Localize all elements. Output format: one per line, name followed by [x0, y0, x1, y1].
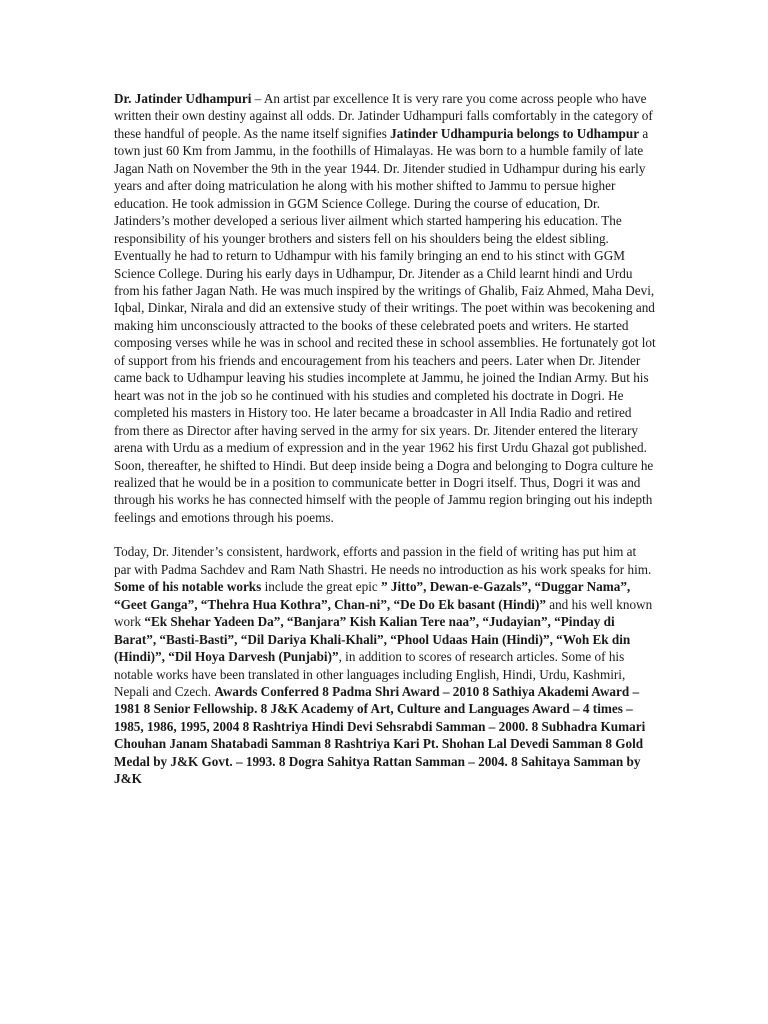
text-run: a town just 60 Km from Jammu, in the foothills of Himalayas. He was born to a humble family of late Jagan Nath on November the 9th in the year 1944. Dr. Jitender studied in Udhampur during his early years and after doing matriculation he along with his mother shifted to Jammu to persue higher education. He took admission in GGM Science College. During the course of education, Dr. Jatinders’s mother developed a serious liver ailment which started hampering his education. The responsibility of his younger brothers and sisters fell on his shoulders being the eldest sibling. Eventually he had to return to Udhampur with his family bringing an end to his stinct with GGM Science College. During his early days in Udhampur, Dr. Jitender as a Child learnt hindi and Urdu from his father Jagan Nath. He was much inspired by the writings of Ghalib, Faiz Ahmed, Maha Devi, Iqbal, Dinkar, Nirala and did an extensive study of their writings. The poet within was becokening and making him unconsciously attracted to the books of these celebrated poets and writers. He started composing verses while he was in school and recited these in school assemblies. He fortunately got lot of support from his friends and encouragement from his teachers and peers. Later when Dr. Jitender came back to Udhampur leaving his studies incomplete at Jammu, he joined the Indian Army. But his heart was not in the job so he continued with his studies and completed his doctrate in Dogri. He completed his masters in History too. He later became a broadcaster in All India Radio and retired from there as Director after having served in the army for six years. Dr. Jitender entered the literary arena with Urdu as a medium of expression and in the year 1962 his first Urdu Ghazal got published. Soon, thereafter, he shifted to Hindi. But deep inside being a Dogra and belonging to Dogra culture he realized that he would be in a position to communicate better in Dogri itself. Thus, Dogri it was and through his works he has connected himself with the people of Jammu region bringing out his indepth feelings and emotions through his poems. — [114, 125, 656, 525]
text-run: Some of his notable works — [114, 579, 262, 595]
text-run: include the great epic — [261, 579, 382, 595]
text-run: and his well known work — [114, 596, 653, 630]
text-run: – An artist par excellence It is very rare you come across people who have written their own destiny against all odds. Dr. Jatinder Udhampuri falls comfortably in the category of these handful of people. As the name itself signifies — [114, 91, 653, 141]
text-run: Awards Conferred 8 Padma Shri Award – 2010 8 Sathiya Akademi Award – 1981 8 Senior Fellowship. 8 J&K Academy of Art, Culture and Languages Award – 4 times – 1985, 1986, 1995, 2004 8 Rashtriya Hindi Devi Sehsrabdi Samman – 2000. 8 Subhadra Kumari Chouhan Janam Shatabadi Samman 8 Rashtriya Kari Pt. Shohan Lal Devedi Samman 8 Gold Medal by J&K Govt. – 1993. 8 Dogra Sahitya Rattan Samman – 2004. 8 Sahitaya Samman by J&K — [114, 683, 646, 787]
text-run: Dr. Jatinder Udhampuri — [114, 91, 252, 106]
paragraph-biography — [114, 90, 656, 526]
text-run: “Ek Shehar Yadeen Da”, “Banjara” Kish Kalian Tere naa”, “Judayian”, “Pinday di Barat”, “Basti-Basti”, “Dil Dariya Khali-Khali”, “Phool Udaas Hain (Hindi)”, “Woh Ek din (Hindi)”, “Dil Hoya Darvesh (Punjabi)” — [114, 614, 631, 665]
paragraph-works-and-awards — [114, 543, 656, 787]
text-run: Today, Dr. Jitender’s consistent, hardwork, efforts and passion in the field of writing has put him at par with Padma Sachdev and Ram Nath Shastri. He needs no introduction as his work speaks for him. — [114, 544, 652, 577]
text-run: , in addition to scores of research articles. Some of his notable works have been translated in other languages including English, Hindi, Urdu, Kashmiri, Nepali and Czech. — [114, 649, 626, 699]
document-page — [114, 90, 656, 788]
text-run: Jatinder Udhampuria belongs to Udhampur — [390, 125, 640, 141]
text-run: ” Jitto”, Dewan-e-Gazals”, “Duggar Nama”, “Geet Ganga”, “Thehra Hua Kothra”, Chan-ni”, “De Do Ek basant (Hindi)” — [114, 579, 631, 612]
